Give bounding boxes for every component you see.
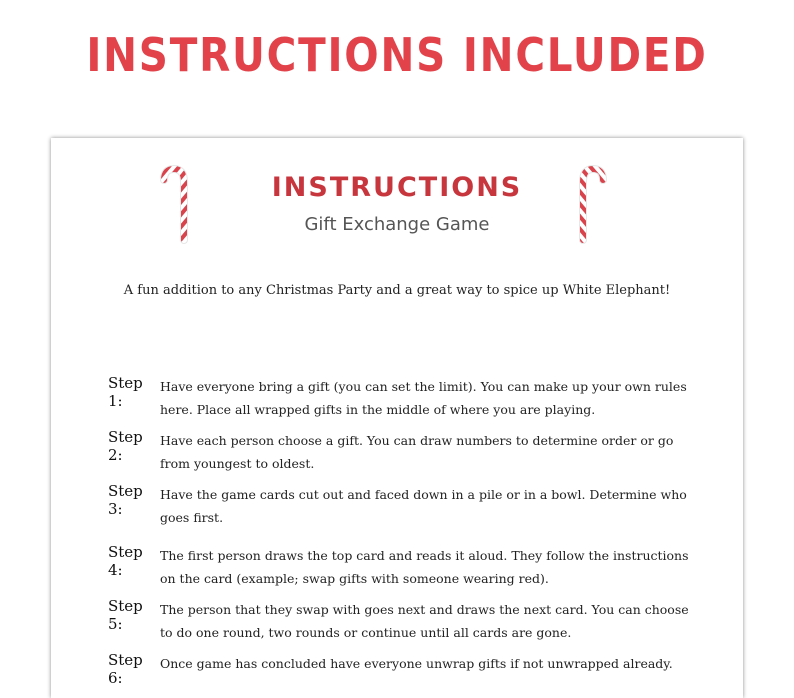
- sheet-title: INSTRUCTIONS: [271, 172, 523, 203]
- step-text: The first person draws the top card and reads it aloud. They follow the instructions on the card (example; swap gifts with someone wearing red).: [160, 548, 689, 586]
- step-text: Have everyone bring a gift (you can set the limit). You can make up your own rules here. Place all wrapped gifts in the middle of where you are playing.: [160, 379, 687, 417]
- step-label: Step 4:: [108, 543, 143, 579]
- step-text: Once game has concluded have everyone unwrap gifts if not unwrapped already.: [160, 656, 673, 671]
- step-text: Have each person choose a gift. You can draw numbers to determine order or go from youngest to oldest.: [160, 433, 674, 471]
- step-text: The person that they swap with goes next and draws the next card. You can choose to do one round, two rounds or continue until all cards are gone.: [160, 602, 689, 640]
- step-label: Step 1:: [108, 374, 143, 410]
- intro-text: A fun addition to any Christmas Party and a great way to spice up White Elephant!: [123, 283, 671, 298]
- instruction-sheet: [51, 138, 743, 698]
- step-label: Step 2:: [108, 428, 143, 464]
- banner-title: INSTRUCTIONS INCLUDED: [86, 28, 708, 82]
- step-label: Step 5:: [108, 597, 143, 633]
- step-label: Step 3:: [108, 482, 143, 518]
- sheet-subtitle: Gift Exchange Game: [304, 214, 490, 235]
- step-text: Have the game cards cut out and faced down in a pile or in a bowl. Determine who goes first.: [160, 487, 687, 525]
- step-label: Step 6:: [108, 651, 143, 687]
